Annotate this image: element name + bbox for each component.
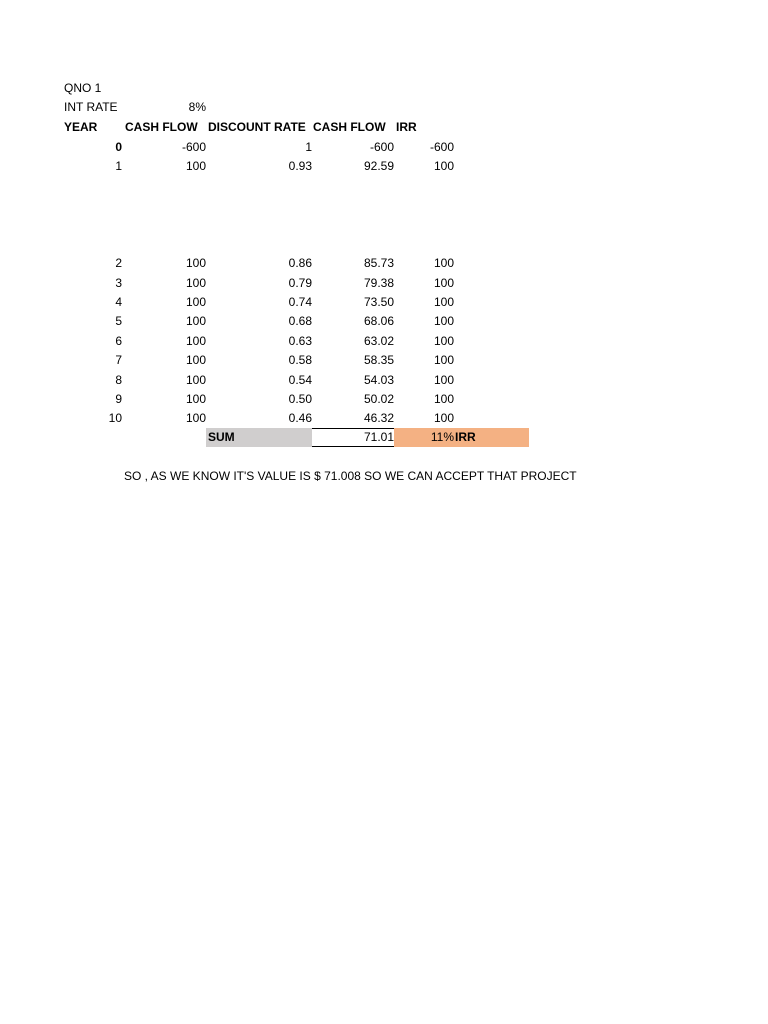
discount-rate-cell: 0.63: [288, 334, 312, 348]
discount-rate-cell: 0.79: [288, 276, 312, 290]
discount-rate-cell: 1: [305, 140, 312, 154]
int-rate-label: INT RATE: [64, 100, 118, 114]
year-cell: 1: [115, 159, 122, 173]
year-cell: 3: [115, 276, 122, 290]
irr-cell: 100: [433, 373, 454, 387]
irr-cell: 100: [433, 256, 454, 270]
pv-cell: 92.59: [363, 159, 394, 173]
pv-cell: 85.73: [363, 256, 394, 270]
year-cell: 0: [115, 140, 122, 154]
discount-rate-cell: 0.86: [288, 256, 312, 270]
year-cell: 10: [108, 411, 122, 425]
irr-cell: 100: [433, 314, 454, 328]
int-rate-value: 8%: [188, 100, 206, 114]
discount-rate-cell: 0.93: [288, 159, 312, 173]
cash-flow-cell: -600: [181, 140, 206, 154]
irr-cell: 100: [433, 295, 454, 309]
pv-cell: 50.02: [363, 392, 394, 406]
irr-cell: 100: [433, 334, 454, 348]
year-cell: 5: [115, 314, 122, 328]
pv-cell: -600: [369, 140, 394, 154]
sum-value: 71.01: [363, 430, 394, 444]
cash-flow-cell: 100: [185, 373, 206, 387]
cash-flow-cell: 100: [185, 411, 206, 425]
pv-cell: 68.06: [363, 314, 394, 328]
sum-label: SUM: [208, 430, 235, 444]
irr-cell: 100: [433, 353, 454, 367]
cash-flow-cell: 100: [185, 334, 206, 348]
header-irr: IRR: [396, 120, 417, 134]
irr-cell: 100: [433, 392, 454, 406]
irr-value: 11%: [430, 430, 454, 444]
discount-rate-cell: 0.54: [288, 373, 312, 387]
year-cell: 7: [115, 353, 122, 367]
discount-rate-cell: 0.50: [288, 392, 312, 406]
discount-rate-cell: 0.58: [288, 353, 312, 367]
pv-cell: 73.50: [363, 295, 394, 309]
cash-flow-cell: 100: [185, 392, 206, 406]
cash-flow-cell: 100: [185, 353, 206, 367]
cash-flow-cell: 100: [185, 295, 206, 309]
year-cell: 9: [115, 392, 122, 406]
irr-result-label: IRR: [455, 430, 476, 444]
sheet-title: QNO 1: [64, 81, 102, 95]
header-pv-cash-flow: CASH FLOW: [313, 120, 386, 134]
discount-rate-cell: 0.68: [288, 314, 312, 328]
header-discount-rate: DISCOUNT RATE: [208, 120, 306, 134]
pv-cell: 54.03: [363, 373, 394, 387]
discount-rate-cell: 0.46: [288, 411, 312, 425]
year-cell: 4: [115, 295, 122, 309]
cash-flow-cell: 100: [185, 314, 206, 328]
year-cell: 2: [115, 256, 122, 270]
conclusion-text: SO , AS WE KNOW IT'S VALUE IS $ 71.008 SO WE CAN ACCEPT THAT PROJECT: [124, 469, 577, 483]
irr-cell: -600: [429, 140, 454, 154]
pv-cell: 58.35: [363, 353, 394, 367]
cash-flow-cell: 100: [185, 159, 206, 173]
header-year: YEAR: [64, 120, 98, 134]
year-cell: 6: [115, 334, 122, 348]
irr-cell: 100: [433, 159, 454, 173]
pv-cell: 63.02: [363, 334, 394, 348]
discount-rate-cell: 0.74: [288, 295, 312, 309]
cash-flow-cell: 100: [185, 256, 206, 270]
pv-cell: 46.32: [363, 411, 394, 425]
year-cell: 8: [115, 373, 122, 387]
cash-flow-cell: 100: [185, 276, 206, 290]
header-cash-flow: CASH FLOW: [125, 120, 198, 134]
pv-cell: 79.38: [363, 276, 394, 290]
irr-cell: 100: [433, 411, 454, 425]
irr-cell: 100: [433, 276, 454, 290]
